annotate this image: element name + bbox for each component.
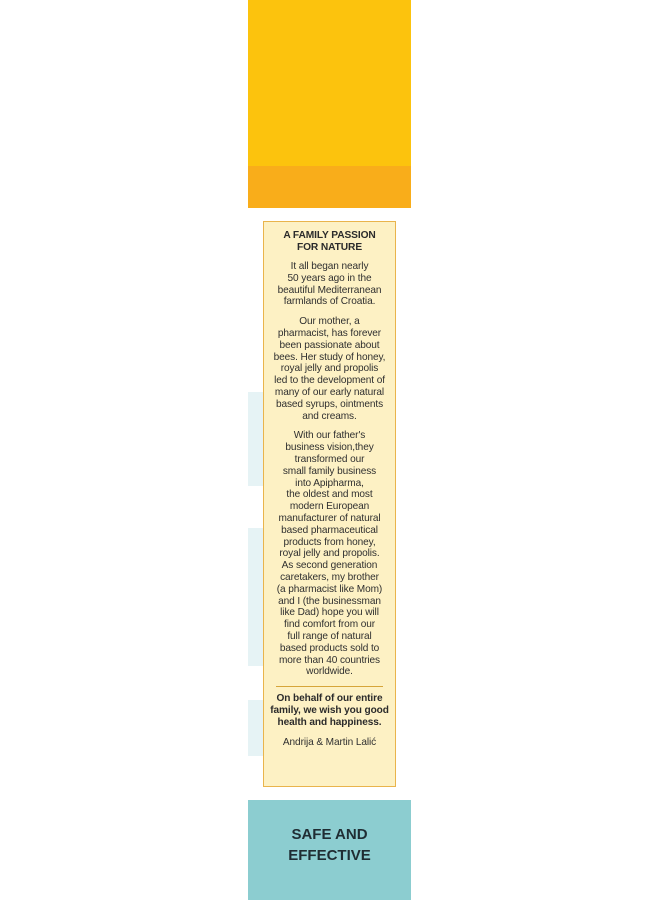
family-story-card	[263, 221, 396, 787]
story-paragraph: It all began nearly 50 years ago in the beautiful Mediterranean farmlands of Croatia.	[277, 261, 382, 308]
safe-effective-title: SAFE AND EFFECTIVE	[288, 826, 371, 864]
closing-message: On behalf of our entire family, we wish you good health and happiness.	[270, 693, 389, 729]
safe-effective-panel	[248, 800, 411, 900]
top-orange-band	[248, 166, 411, 208]
story-title: A FAMILY PASSION FOR NATURE	[283, 230, 376, 253]
story-paragraph: With our father's business vision,they transformed our small family business into Apipharma, the oldest and most modern European manufacturer of natural based pharmaceutical products from honey, royal jelly and propolis. As second generation caretakers, my brother (a pharmacist like Mom) and I (the businessman like Dad) hope you will find comfort from our full range of natural based products sold to more than 40 countries worldwide.	[276, 430, 383, 678]
top-yellow-band	[248, 0, 411, 166]
signature: Andrija & Martin Lalić	[282, 737, 377, 749]
divider	[276, 686, 383, 687]
story-paragraph: Our mother, a pharmacist, has forever been passionate about bees. Her study of honey, royal jelly and propolis led to the development of many of our early natural based syrups, ointments and creams.	[273, 316, 386, 422]
